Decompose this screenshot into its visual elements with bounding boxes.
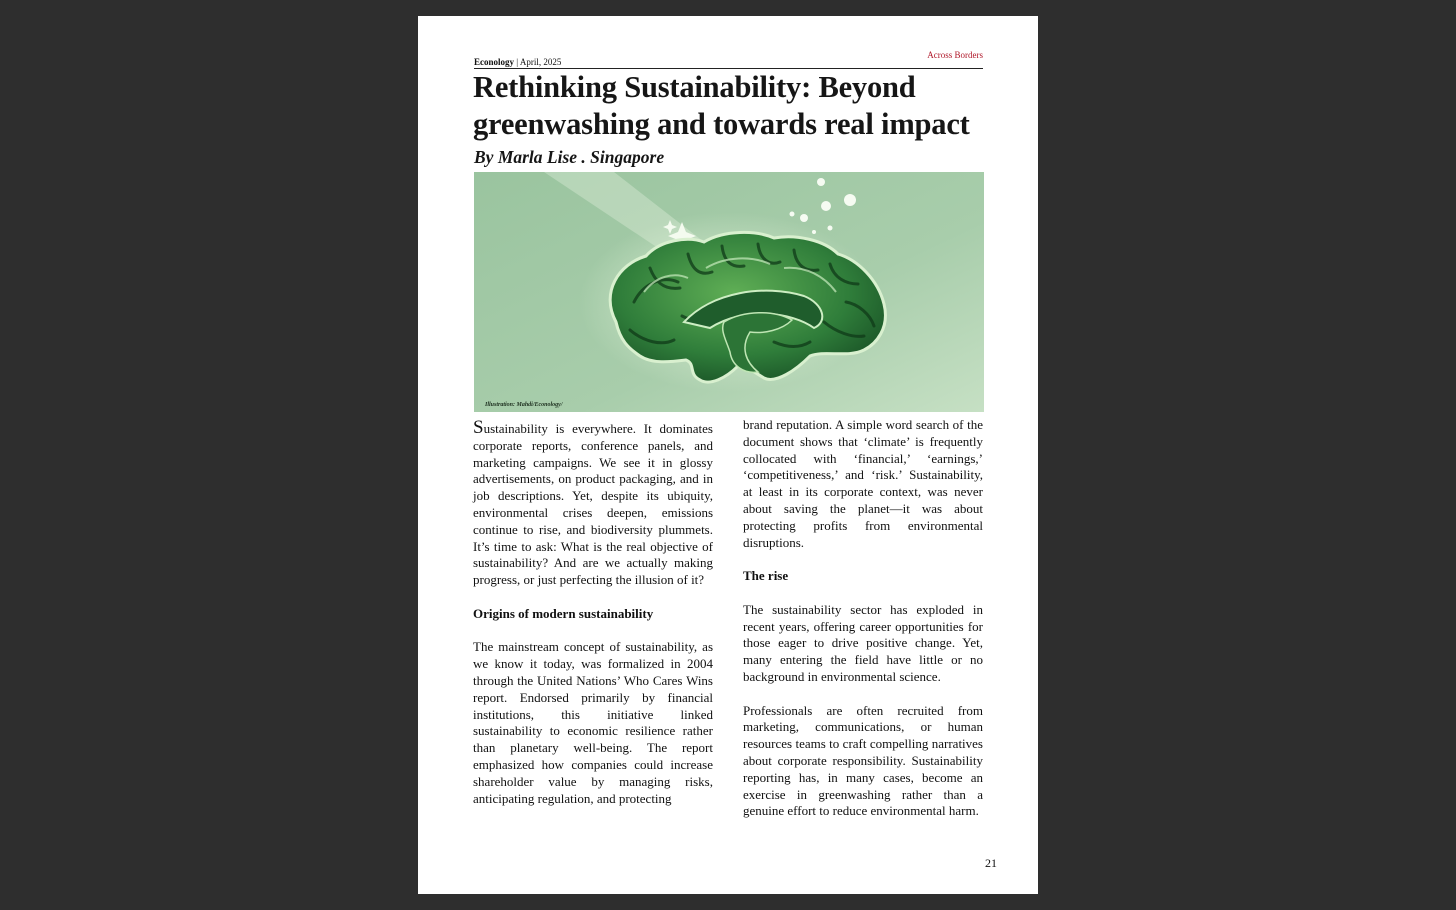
drop-cap: S	[473, 417, 484, 438]
hero-illustration	[474, 172, 984, 412]
article-byline: By Marla Lise . Singapore	[474, 147, 665, 167]
page-number: 21	[985, 856, 997, 870]
intro-paragraph	[473, 417, 713, 589]
illustration-credit: Illustration: Mahdi/Econology/	[485, 402, 563, 408]
brain-illustration-icon	[474, 172, 984, 412]
subheading-rise: The rise	[743, 568, 789, 584]
rise-paragraph-1: The sustainability sector has exploded in recent years, offering career opportunities for those eager to drive positive change. Yet, many entering the field have little or no background in environmental science.	[743, 601, 983, 684]
origins-paragraph: The mainstream concept of sustainability, as we know it today, was formalized in 2004 through the United Nations’ Who Cares Wins report. Endorsed primarily by financial institutions, this initiative linked sustainability to economic resilience rather than planetary well-being. The report emphasized how companies could increase shareholder value by managing risks, anticipating regulation, and protecting	[473, 639, 713, 806]
intro-text: ustainability is everywhere. It dominates corporate reports, conference panels, and marketing campaigns. We see it in glossy advertisements, on product packaging, and in job descriptions. Yet, despite its ubiquity, environmental crises deepen, emissions continue to rise, and biodiversity plummets. It’s time to ask: What is the real objective of sustainability? And are we actually making progress, or just perfecting the illusion of it?	[473, 421, 713, 588]
document-page	[418, 16, 1038, 894]
rise-paragraph-2: Professionals are often recruited from marketing, communications, or human resources teams to craft compelling narratives about corporate responsibility. Sustainability reporting has, in many cases, become an exercise in greenwashing rather than a genuine effort to reduce environmental harm.	[743, 702, 983, 819]
issue-date: April, 2025	[519, 57, 562, 67]
origins-continued-paragraph: brand reputation. A simple word search of the document shows that ‘climate’ is frequently collocated with ‘financial,’ ‘earnings,’ ‘competitiveness,’ and ‘risk.’ Sustainability, at least in its corporate context, was never about saving the planet—it was about protecting profits from environmental disruptions.	[743, 417, 983, 550]
article-column-left	[473, 417, 713, 824]
series-label: Across Borders	[927, 50, 983, 60]
section-name: Econology	[474, 57, 515, 67]
dateline-separator: |	[514, 57, 520, 67]
article-column-right	[743, 417, 983, 837]
subheading-origins: Origins of modern sustainability	[473, 605, 654, 621]
section-dateline	[474, 57, 561, 67]
article-headline: Rethinking Sustainability: Beyond greenwashing and towards real impact	[473, 70, 970, 141]
